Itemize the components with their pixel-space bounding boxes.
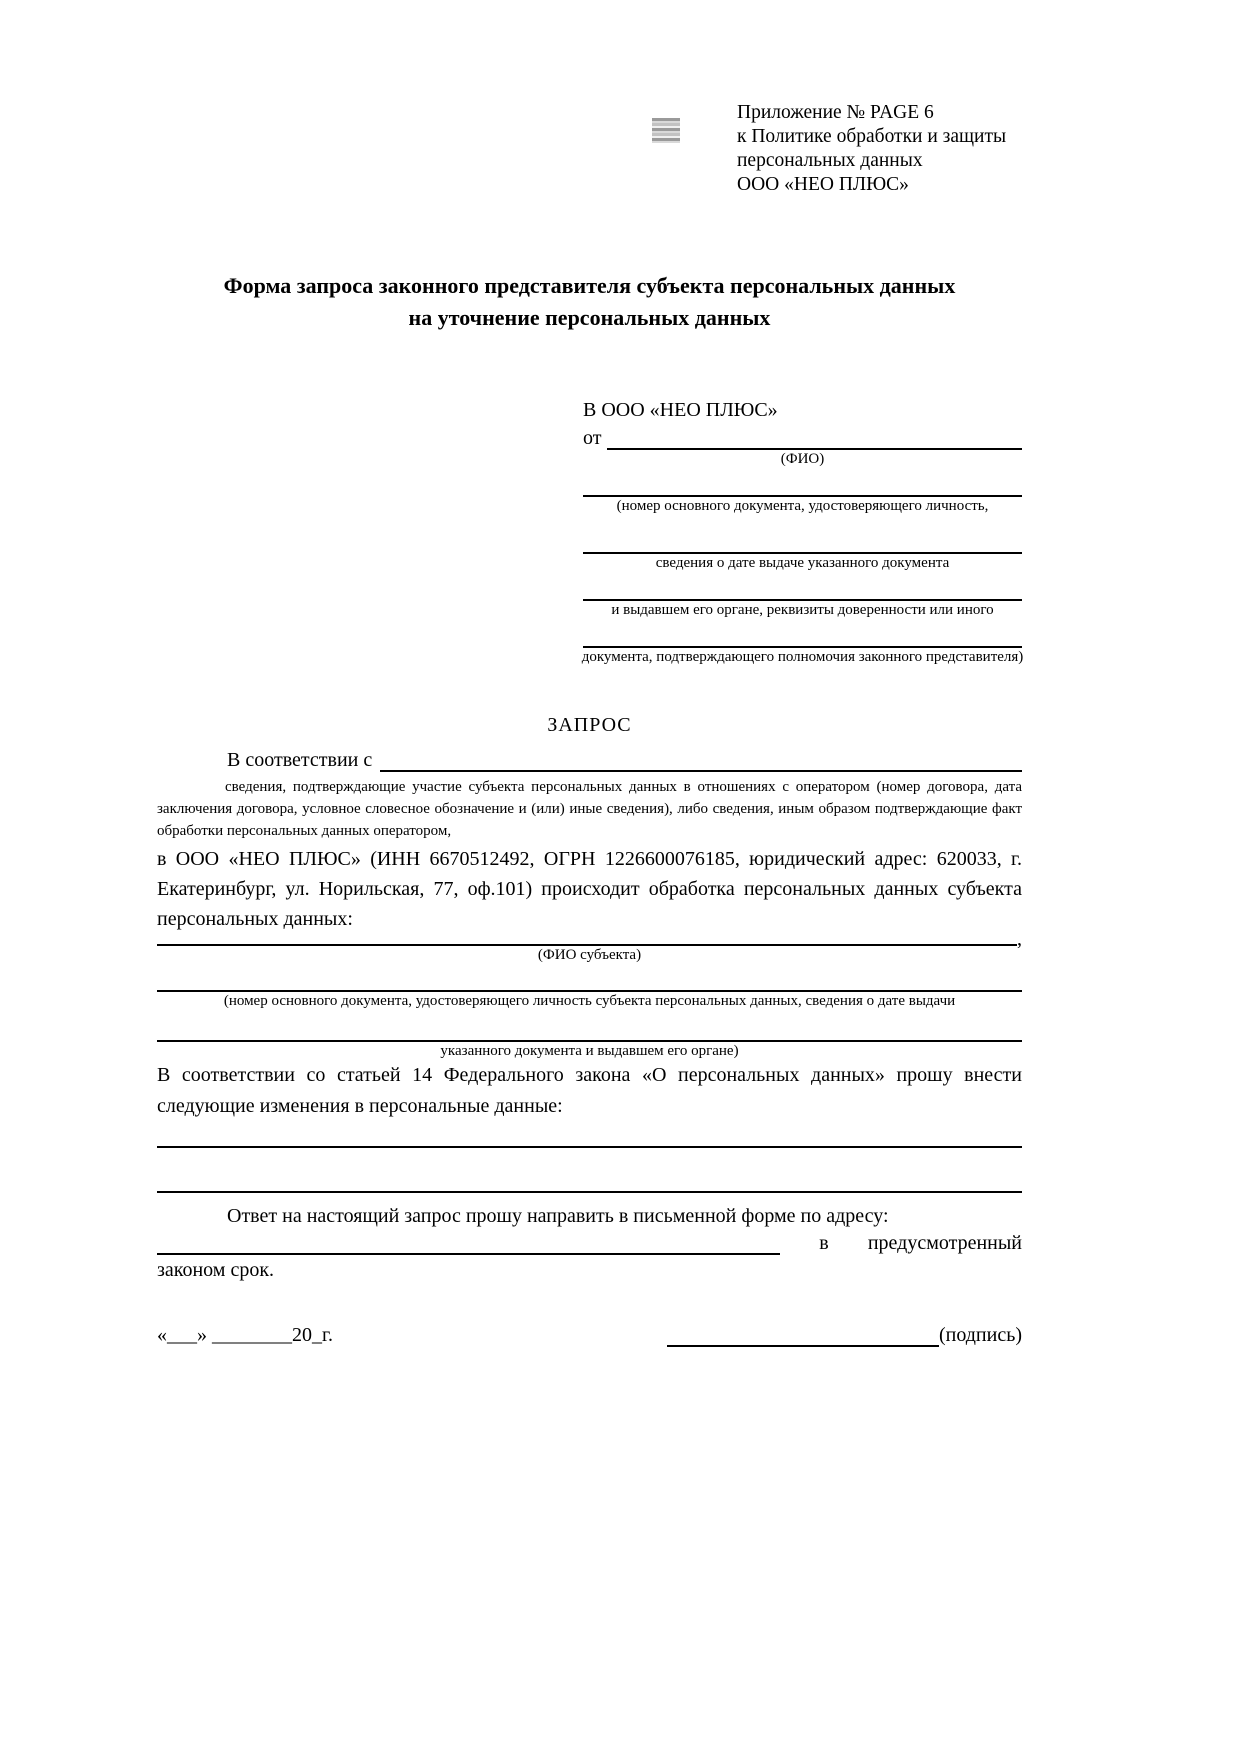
law-paragraph: В соответствии со статьей 14 Федерального закона «О персональных данных» прошу внести следующие изменения в персональные данные:: [157, 1064, 1022, 1117]
issue-date-caption: сведения о дате выдаче указанного документа: [655, 555, 950, 571]
signature-row: [157, 1319, 1022, 1347]
issuing-authority-caption: и выдавшем его органе, реквизиты доверенности или иного: [611, 602, 994, 618]
reply-tail-in: в: [819, 1232, 829, 1254]
changes-blank-line-2: [157, 1191, 1022, 1193]
trailing-comma: ,: [1017, 928, 1022, 950]
from-label: от: [583, 427, 602, 449]
intro-blank-line: [380, 770, 1022, 772]
from-field-row: [583, 426, 1022, 450]
form-title: [157, 270, 1022, 334]
document-number-caption: (номер основного документа, удостоверяющего личность,: [616, 498, 989, 514]
form-title-line1: Форма запроса законного представителя субъекта персональных данных: [223, 273, 956, 298]
footnote-text: сведения, подтверждающие участие субъекта персональных данных в отношениях с оператором (номер договора, дата заключения договора, условное словесное обозначение и (или) иные сведения), либо сведения, иным образом подтверждающие факт обработки персональных данных оператором,: [157, 779, 1022, 839]
reply-paragraph: Ответ на настоящий запрос прошу направить в письменной форме по адресу:: [227, 1205, 889, 1227]
fio-caption: (ФИО): [780, 451, 825, 467]
blurred-text-artifact: [652, 118, 680, 143]
recipient-block: [583, 398, 1022, 666]
changes-blank-line-1: [157, 1146, 1022, 1148]
intro-row: [157, 746, 1022, 772]
reply-tail-term: предусмотренный: [867, 1232, 1022, 1254]
appendix-policy-line: к Политике обработки и защиты: [737, 126, 1007, 147]
subject-fio-caption: (ФИО субъекта): [537, 947, 642, 963]
reply-address-row: [157, 1231, 1022, 1255]
signature-caption: (подпись): [938, 1324, 1022, 1346]
request-body: [157, 746, 1022, 1347]
signature-field: [667, 1324, 1022, 1347]
appendix-policy-line2: персональных данных: [737, 150, 923, 171]
subject-document-caption: (номер основного документа, удостоверяющего личность субъекта персональных данных, сведения о дате выдачи: [223, 993, 956, 1009]
date-field: «___» ________20_г.: [157, 1324, 333, 1346]
reply-tail-law-term: законом срок.: [157, 1259, 275, 1281]
appendix-number: Приложение № PAGE 6: [737, 102, 934, 123]
request-heading: ЗАПРОС: [547, 714, 632, 736]
appendix-header: [737, 101, 1006, 197]
recipient-company: В ООО «НЕО ПЛЮС»: [583, 399, 778, 421]
authority-document-caption: документа, подтверждающего полномочия законного представителя): [581, 649, 1024, 665]
subject-fio-row: [157, 928, 1022, 950]
subject-authority-caption: указанного документа и выдавшем его органе): [440, 1043, 739, 1059]
operator-paragraph: в ООО «НЕО ПЛЮС» (ИНН 6670512492, ОГРН 1226600076185, юридический адрес: 620033, г. Екатеринбург, ул. Норильская, 77, оф.101) происходит обработка персональных данных субъекта персональных данных:: [157, 848, 1022, 930]
intro-label: В соответствии с: [227, 749, 373, 771]
signature-blank-line: [667, 1345, 939, 1347]
appendix-company: ООО «НЕО ПЛЮС»: [737, 174, 909, 195]
form-title-line2: на уточнение персональных данных: [408, 305, 771, 330]
